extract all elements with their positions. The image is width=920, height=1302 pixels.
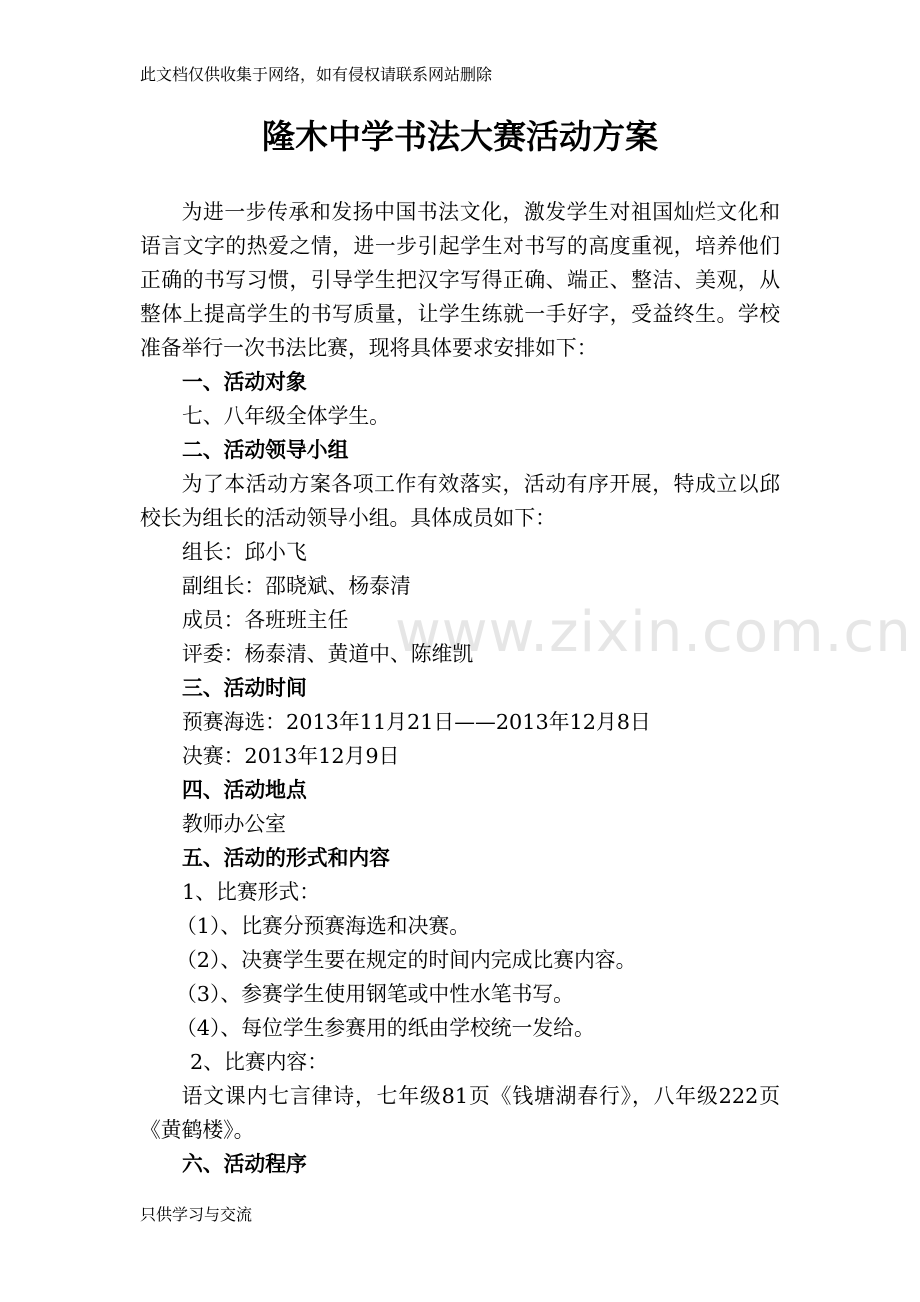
section-heading: 一、活动对象: [182, 369, 307, 394]
footer-note: 只供学习与交流: [140, 1205, 253, 1224]
list-item: （2）、决赛学生要在规定的时间内完成比赛内容。: [176, 948, 637, 972]
leader-line: 组长：邱小飞: [182, 540, 307, 564]
list-item: （4）、每位学生参赛用的纸由学校统一发给。: [176, 1016, 595, 1040]
list-item: （3）、参赛学生使用钢笔或中性水笔书写。: [176, 982, 574, 1006]
section-heading: 三、活动时间: [182, 675, 307, 700]
document-title: 隆木中学书法大赛活动方案: [262, 117, 658, 156]
location-line: 教师办公室: [182, 812, 286, 836]
watermark: www.zixin.com.cn: [395, 600, 912, 665]
section-heading: 二、活动领导小组: [182, 437, 349, 462]
form-label: 1、比赛形式：: [182, 880, 321, 904]
content-label: 2、比赛内容：: [190, 1050, 329, 1074]
list-item: （1）、比赛分预赛海选和决赛。: [176, 914, 470, 938]
section-heading: 六、活动程序: [182, 1151, 307, 1176]
content-paragraph: 语文课内七言律诗，七年级81页《钱塘湖春行》，八年级222页《黄鹤楼》。: [140, 1084, 780, 1142]
document-body: [140, 195, 780, 1181]
prelim-time-line: 预赛海选：2013年11月21日——2013年12月8日: [182, 710, 651, 734]
members-line: 成员：各班班主任: [182, 608, 349, 632]
intro-paragraph: 为进一步传承和发扬中国书法文化，激发学生对祖国灿烂文化和语言文字的热爱之情，进一步引起学生对书写的高度重视，培养他们正确的书写习惯，引导学生把汉字写得正确、端正、整洁、美观，从整体上提高学生的书写质量，让学生练就一手好字，受益终生。学校准备举行一次书法比赛，现将具体要求安排如下：: [140, 200, 780, 360]
final-time-line: 决赛：2013年12月9日: [182, 744, 400, 768]
judges-line: 评委：杨泰清、黄道中、陈维凯: [182, 642, 474, 666]
section-paragraph: 为了本活动方案各项工作有效落实，活动有序开展，特成立以邱校长为组长的活动领导小组。具体成员如下：: [140, 472, 780, 530]
deputy-line: 副组长：邵晓斌、杨泰清: [182, 574, 411, 598]
section-text: 七、八年级全体学生。: [182, 404, 390, 428]
header-note: 此文档仅供收集于网络，如有侵权请联系网站删除: [140, 65, 493, 84]
section-heading: 五、活动的形式和内容: [182, 845, 390, 870]
section-heading: 四、活动地点: [182, 777, 307, 802]
